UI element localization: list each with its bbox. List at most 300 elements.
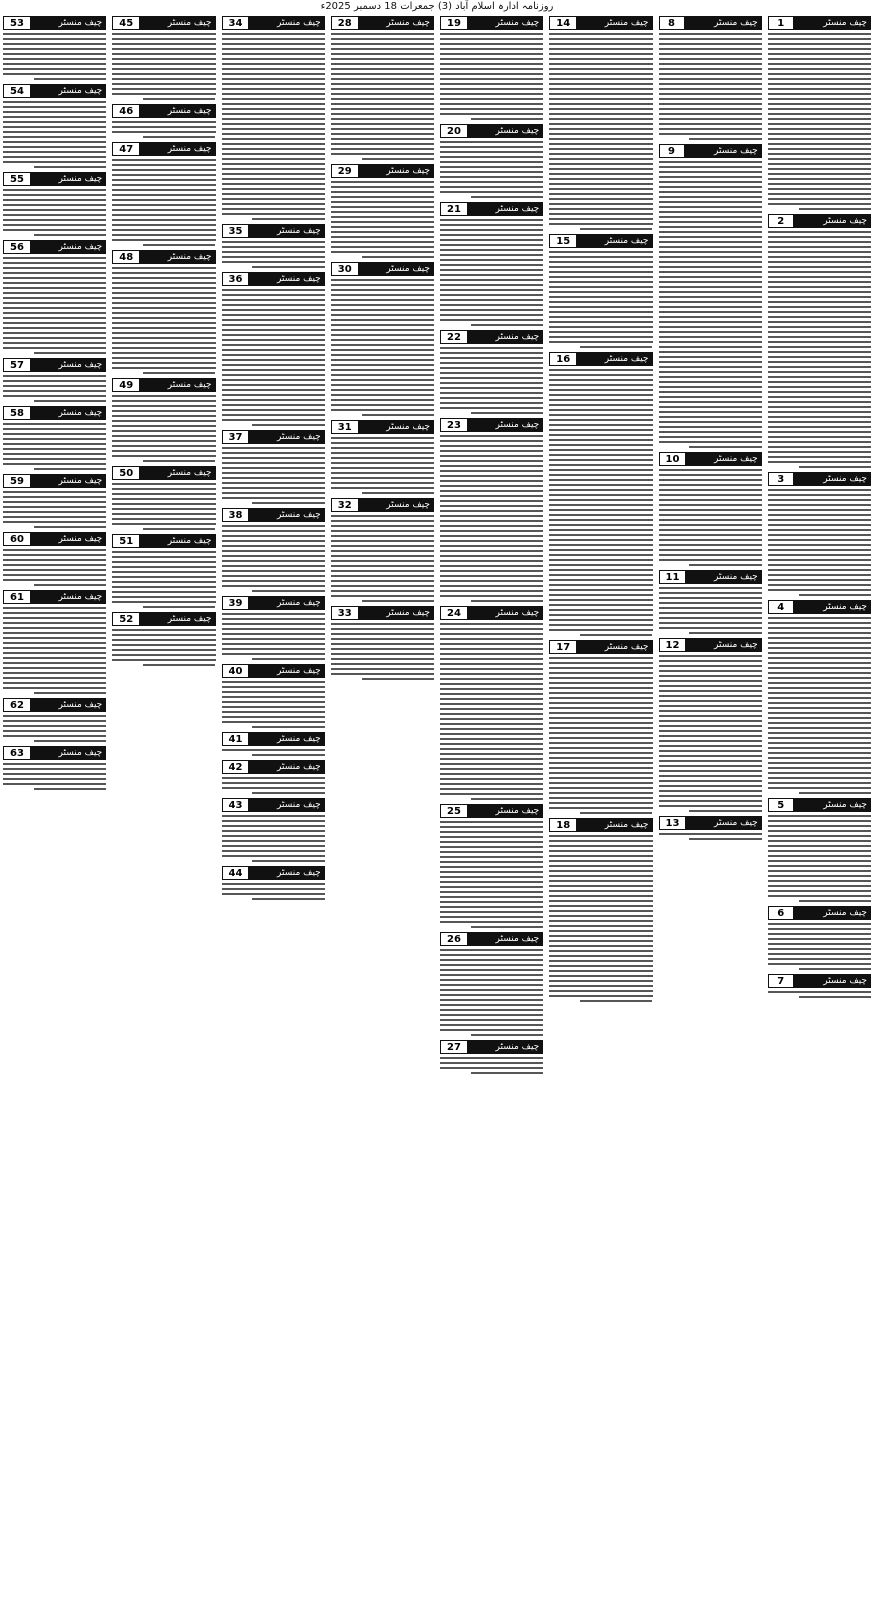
- text-line: [549, 747, 652, 749]
- news-article[interactable]: [222, 732, 325, 756]
- text-line: [3, 385, 106, 387]
- text-line: [3, 642, 106, 644]
- news-article[interactable]: [112, 104, 215, 138]
- news-article[interactable]: [768, 798, 871, 902]
- text-line: [3, 682, 106, 684]
- text-line: [768, 830, 871, 832]
- text-line: [549, 579, 652, 581]
- text-line: [112, 395, 215, 397]
- text-line: [222, 555, 325, 557]
- text-line: [549, 925, 652, 927]
- text-line: [112, 357, 215, 359]
- section-label: چیف منسٹر: [495, 934, 540, 944]
- text-line: [768, 98, 871, 100]
- text-line: [659, 607, 762, 609]
- text-line: [440, 103, 543, 105]
- text-line: [659, 700, 762, 702]
- text-line: [768, 855, 871, 857]
- text-line: [331, 409, 434, 411]
- news-article[interactable]: [3, 358, 106, 402]
- news-article[interactable]: [3, 590, 106, 694]
- text-line: [549, 301, 652, 303]
- text-line: [659, 291, 762, 293]
- article-number: 25: [440, 804, 468, 818]
- text-line: [440, 83, 543, 85]
- text-line: [768, 584, 871, 586]
- text-line: [659, 484, 762, 486]
- text-line: [440, 575, 543, 577]
- text-line: [3, 458, 106, 460]
- article-body-text: [3, 423, 106, 470]
- text-line: [331, 241, 434, 243]
- news-article[interactable]: [112, 612, 215, 666]
- article-header-bar: [222, 798, 325, 812]
- section-label: چیف منسٹر: [495, 806, 540, 816]
- text-line: [768, 183, 871, 185]
- news-article[interactable]: [222, 866, 325, 900]
- text-line: [331, 555, 434, 557]
- text-line: [659, 43, 762, 45]
- text-line: [549, 975, 652, 977]
- news-article[interactable]: [222, 430, 325, 504]
- news-article[interactable]: [222, 664, 325, 728]
- text-line: [440, 871, 543, 873]
- text-line: [471, 196, 543, 198]
- news-article[interactable]: [659, 16, 762, 140]
- news-article[interactable]: [112, 16, 215, 100]
- news-article[interactable]: [440, 606, 543, 800]
- text-line: [440, 63, 543, 65]
- text-line: [549, 797, 652, 799]
- text-line: [768, 83, 871, 85]
- text-line: [440, 673, 543, 675]
- text-line: [112, 518, 215, 520]
- text-line: [440, 793, 543, 795]
- news-article[interactable]: [222, 16, 325, 220]
- news-article[interactable]: [331, 498, 434, 602]
- article-body-text: [768, 489, 871, 596]
- text-line: [440, 773, 543, 775]
- article-number: 5: [768, 798, 794, 812]
- text-line: [331, 128, 434, 130]
- text-line: [768, 103, 871, 105]
- news-article[interactable]: [112, 142, 215, 246]
- text-line: [440, 455, 543, 457]
- text-line: [112, 523, 215, 525]
- news-article[interactable]: [440, 330, 543, 414]
- text-line: [768, 421, 871, 423]
- section-label: چیف منسٹر: [277, 762, 321, 772]
- text-line: [659, 494, 762, 496]
- news-article[interactable]: [112, 466, 215, 530]
- news-article[interactable]: [440, 1040, 543, 1074]
- text-line: [3, 433, 106, 435]
- text-line: [549, 336, 652, 338]
- text-line: [549, 777, 652, 779]
- article-number: 57: [3, 358, 31, 372]
- text-line: [3, 121, 106, 123]
- text-line: [3, 347, 106, 349]
- text-line: [143, 460, 215, 462]
- article-header-bar: [659, 144, 762, 158]
- text-line: [440, 560, 543, 562]
- news-article[interactable]: [222, 760, 325, 794]
- article-header-bar: [440, 330, 543, 344]
- text-line: [768, 928, 871, 930]
- text-line: [112, 209, 215, 211]
- text-line: [222, 384, 325, 386]
- text-line: [659, 670, 762, 672]
- text-line: [659, 181, 762, 183]
- text-line: [331, 437, 434, 439]
- text-line: [768, 63, 871, 65]
- news-article[interactable]: [331, 420, 434, 494]
- text-line: [440, 362, 543, 364]
- text-line: [768, 737, 871, 739]
- text-line: [549, 464, 652, 466]
- article-header-bar: [768, 16, 871, 30]
- text-line: [112, 189, 215, 191]
- text-line: [768, 158, 871, 160]
- news-article[interactable]: [440, 202, 543, 326]
- text-line: [659, 98, 762, 100]
- news-article[interactable]: [549, 640, 652, 814]
- news-article[interactable]: [768, 600, 871, 794]
- text-line: [549, 384, 652, 386]
- text-line: [112, 68, 215, 70]
- text-line: [222, 113, 325, 115]
- text-line: [768, 113, 871, 115]
- text-line: [222, 344, 325, 346]
- text-line: [689, 810, 761, 812]
- text-line: [331, 515, 434, 517]
- article-body-text: [440, 949, 543, 1036]
- text-line: [549, 604, 652, 606]
- text-line: [440, 445, 543, 447]
- article-header-bar: [222, 224, 325, 238]
- news-article[interactable]: [440, 804, 543, 928]
- text-line: [549, 494, 652, 496]
- text-line: [440, 269, 543, 271]
- news-article[interactable]: [549, 16, 652, 230]
- news-article[interactable]: [3, 474, 106, 528]
- text-line: [768, 564, 871, 566]
- news-article[interactable]: [112, 378, 215, 462]
- text-line: [659, 331, 762, 333]
- text-line: [440, 294, 543, 296]
- text-line: [659, 286, 762, 288]
- news-article[interactable]: [3, 406, 106, 470]
- text-line: [659, 266, 762, 268]
- section-label: چیف منسٹر: [277, 432, 321, 442]
- article-header-bar: [3, 172, 106, 186]
- section-label: چیف منسٹر: [495, 332, 540, 342]
- text-line: [440, 347, 543, 349]
- text-line: [440, 495, 543, 497]
- news-article[interactable]: [440, 124, 543, 198]
- text-line: [659, 196, 762, 198]
- news-article[interactable]: [549, 352, 652, 636]
- news-article[interactable]: [331, 164, 434, 258]
- text-line: [549, 599, 652, 601]
- text-line: [3, 652, 106, 654]
- news-article[interactable]: [768, 906, 871, 970]
- text-line: [222, 389, 325, 391]
- text-line: [112, 586, 215, 588]
- text-line: [659, 68, 762, 70]
- article-header-bar: [659, 16, 762, 30]
- text-line: [3, 302, 106, 304]
- text-line: [549, 198, 652, 200]
- text-line: [549, 399, 652, 401]
- news-article[interactable]: [659, 816, 762, 840]
- news-article[interactable]: [3, 532, 106, 586]
- news-article[interactable]: [222, 596, 325, 660]
- text-line: [549, 752, 652, 754]
- text-line: [440, 886, 543, 888]
- text-line: [222, 565, 325, 567]
- text-line: [549, 261, 652, 263]
- text-line: [659, 685, 762, 687]
- text-line: [440, 146, 543, 148]
- text-line: [768, 241, 871, 243]
- text-line: [549, 850, 652, 852]
- text-line: [768, 153, 871, 155]
- text-line: [549, 722, 652, 724]
- text-line: [768, 416, 871, 418]
- news-article[interactable]: [222, 798, 325, 862]
- text-line: [3, 156, 106, 158]
- article-header-bar: [3, 240, 106, 254]
- text-line: [3, 773, 106, 775]
- text-line: [112, 581, 215, 583]
- text-line: [440, 708, 543, 710]
- text-line: [3, 735, 106, 737]
- text-line: [222, 482, 325, 484]
- news-article[interactable]: [3, 84, 106, 168]
- text-line: [112, 121, 215, 123]
- article-header-bar: [222, 16, 325, 30]
- text-line: [768, 451, 871, 453]
- news-article[interactable]: [331, 606, 434, 680]
- text-line: [440, 440, 543, 442]
- news-article[interactable]: [440, 932, 543, 1036]
- article-number: 62: [3, 698, 31, 712]
- text-line: [471, 412, 543, 414]
- article-header-bar: [440, 418, 543, 432]
- text-line: [768, 667, 871, 669]
- article-header-bar: [3, 406, 106, 420]
- text-line: [440, 274, 543, 276]
- text-line: [768, 426, 871, 428]
- text-line: [222, 133, 325, 135]
- text-line: [440, 171, 543, 173]
- text-line: [549, 519, 652, 521]
- text-line: [222, 83, 325, 85]
- article-number: 37: [222, 430, 250, 444]
- text-line: [549, 43, 652, 45]
- text-line: [549, 311, 652, 313]
- article-body-text: [3, 607, 106, 694]
- text-line: [252, 266, 324, 268]
- news-article[interactable]: [768, 16, 871, 210]
- news-article[interactable]: [3, 746, 106, 790]
- section-label: چیف منسٹر: [604, 236, 649, 246]
- news-article[interactable]: [549, 234, 652, 348]
- news-article[interactable]: [440, 418, 543, 602]
- text-line: [549, 672, 652, 674]
- article-body-text: [331, 437, 434, 494]
- text-line: [222, 782, 325, 784]
- text-line: [768, 306, 871, 308]
- text-line: [549, 434, 652, 436]
- news-article[interactable]: [659, 452, 762, 566]
- text-line: [549, 499, 652, 501]
- text-line: [3, 496, 106, 498]
- text-line: [549, 569, 652, 571]
- news-article[interactable]: [659, 144, 762, 448]
- article-number: 61: [3, 590, 31, 604]
- news-article[interactable]: [440, 16, 543, 120]
- text-line: [3, 521, 106, 523]
- news-article[interactable]: [549, 818, 652, 1002]
- text-line: [34, 234, 106, 236]
- text-line: [580, 634, 652, 636]
- text-line: [659, 113, 762, 115]
- news-article[interactable]: [768, 472, 871, 596]
- text-line: [440, 783, 543, 785]
- text-line: [222, 580, 325, 582]
- text-line: [440, 480, 543, 482]
- text-line: [549, 930, 652, 932]
- article-body-text: [3, 33, 106, 80]
- text-line: [331, 88, 434, 90]
- text-line: [659, 261, 762, 263]
- text-line: [659, 617, 762, 619]
- article-header-bar: [549, 640, 652, 654]
- news-article[interactable]: [222, 508, 325, 592]
- text-line: [768, 617, 871, 619]
- text-line: [659, 271, 762, 273]
- text-line: [549, 271, 652, 273]
- article-body-text: [440, 821, 543, 928]
- text-line: [3, 214, 106, 216]
- news-article[interactable]: [768, 214, 871, 468]
- text-line: [768, 880, 871, 882]
- news-article[interactable]: [222, 224, 325, 268]
- news-article[interactable]: [3, 240, 106, 354]
- text-line: [112, 337, 215, 339]
- text-line: [768, 441, 871, 443]
- text-line: [549, 374, 652, 376]
- text-line: [768, 88, 871, 90]
- article-header-bar: [659, 570, 762, 584]
- news-article[interactable]: [3, 16, 106, 80]
- text-line: [440, 372, 543, 374]
- news-article[interactable]: [112, 250, 215, 374]
- text-line: [112, 425, 215, 427]
- news-article[interactable]: [768, 974, 871, 998]
- text-line: [331, 580, 434, 582]
- text-line: [331, 118, 434, 120]
- article-number: 15: [549, 234, 577, 248]
- text-line: [549, 404, 652, 406]
- text-line: [222, 815, 325, 817]
- text-line: [768, 549, 871, 551]
- news-column: [110, 14, 217, 1600]
- text-line: [331, 545, 434, 547]
- text-line: [440, 108, 543, 110]
- text-line: [659, 63, 762, 65]
- text-line: [222, 241, 325, 243]
- text-line: [222, 213, 325, 215]
- text-line: [3, 627, 106, 629]
- text-line: [549, 880, 652, 882]
- article-number: 34: [222, 16, 250, 30]
- news-article[interactable]: [659, 638, 762, 812]
- text-line: [768, 48, 871, 50]
- text-line: [112, 440, 215, 442]
- text-line: [112, 561, 215, 563]
- text-line: [768, 923, 871, 925]
- text-line: [440, 999, 543, 1001]
- text-line: [440, 540, 543, 542]
- newspaper-page: [0, 14, 874, 1600]
- article-number: 46: [112, 104, 140, 118]
- news-article[interactable]: [222, 272, 325, 426]
- text-line: [34, 352, 106, 354]
- section-label: چیف منسٹر: [714, 572, 758, 582]
- news-article[interactable]: [3, 172, 106, 236]
- text-line: [3, 617, 106, 619]
- text-line: [112, 483, 215, 485]
- text-line: [222, 158, 325, 160]
- text-line: [440, 979, 543, 981]
- text-line: [112, 347, 215, 349]
- text-line: [222, 462, 325, 464]
- text-line: [34, 788, 106, 790]
- news-article[interactable]: [112, 534, 215, 608]
- text-line: [440, 896, 543, 898]
- text-line: [768, 933, 871, 935]
- article-body-text: [222, 447, 325, 504]
- text-line: [768, 514, 871, 516]
- text-line: [549, 529, 652, 531]
- article-header-bar: [3, 698, 106, 712]
- text-line: [549, 424, 652, 426]
- text-line: [440, 738, 543, 740]
- text-line: [440, 244, 543, 246]
- text-line: [331, 442, 434, 444]
- text-line: [549, 93, 652, 95]
- text-line: [222, 414, 325, 416]
- text-line: [222, 623, 325, 625]
- text-line: [331, 623, 434, 625]
- text-line: [331, 251, 434, 253]
- article-body-text: [768, 33, 871, 210]
- text-line: [3, 262, 106, 264]
- article-number: 51: [112, 534, 140, 548]
- text-line: [112, 272, 215, 274]
- news-article[interactable]: [331, 262, 434, 416]
- text-line: [440, 229, 543, 231]
- article-header-bar: [112, 104, 215, 118]
- text-line: [440, 763, 543, 765]
- news-article[interactable]: [331, 16, 434, 160]
- news-article[interactable]: [3, 698, 106, 742]
- news-article[interactable]: [659, 570, 762, 634]
- text-line: [222, 53, 325, 55]
